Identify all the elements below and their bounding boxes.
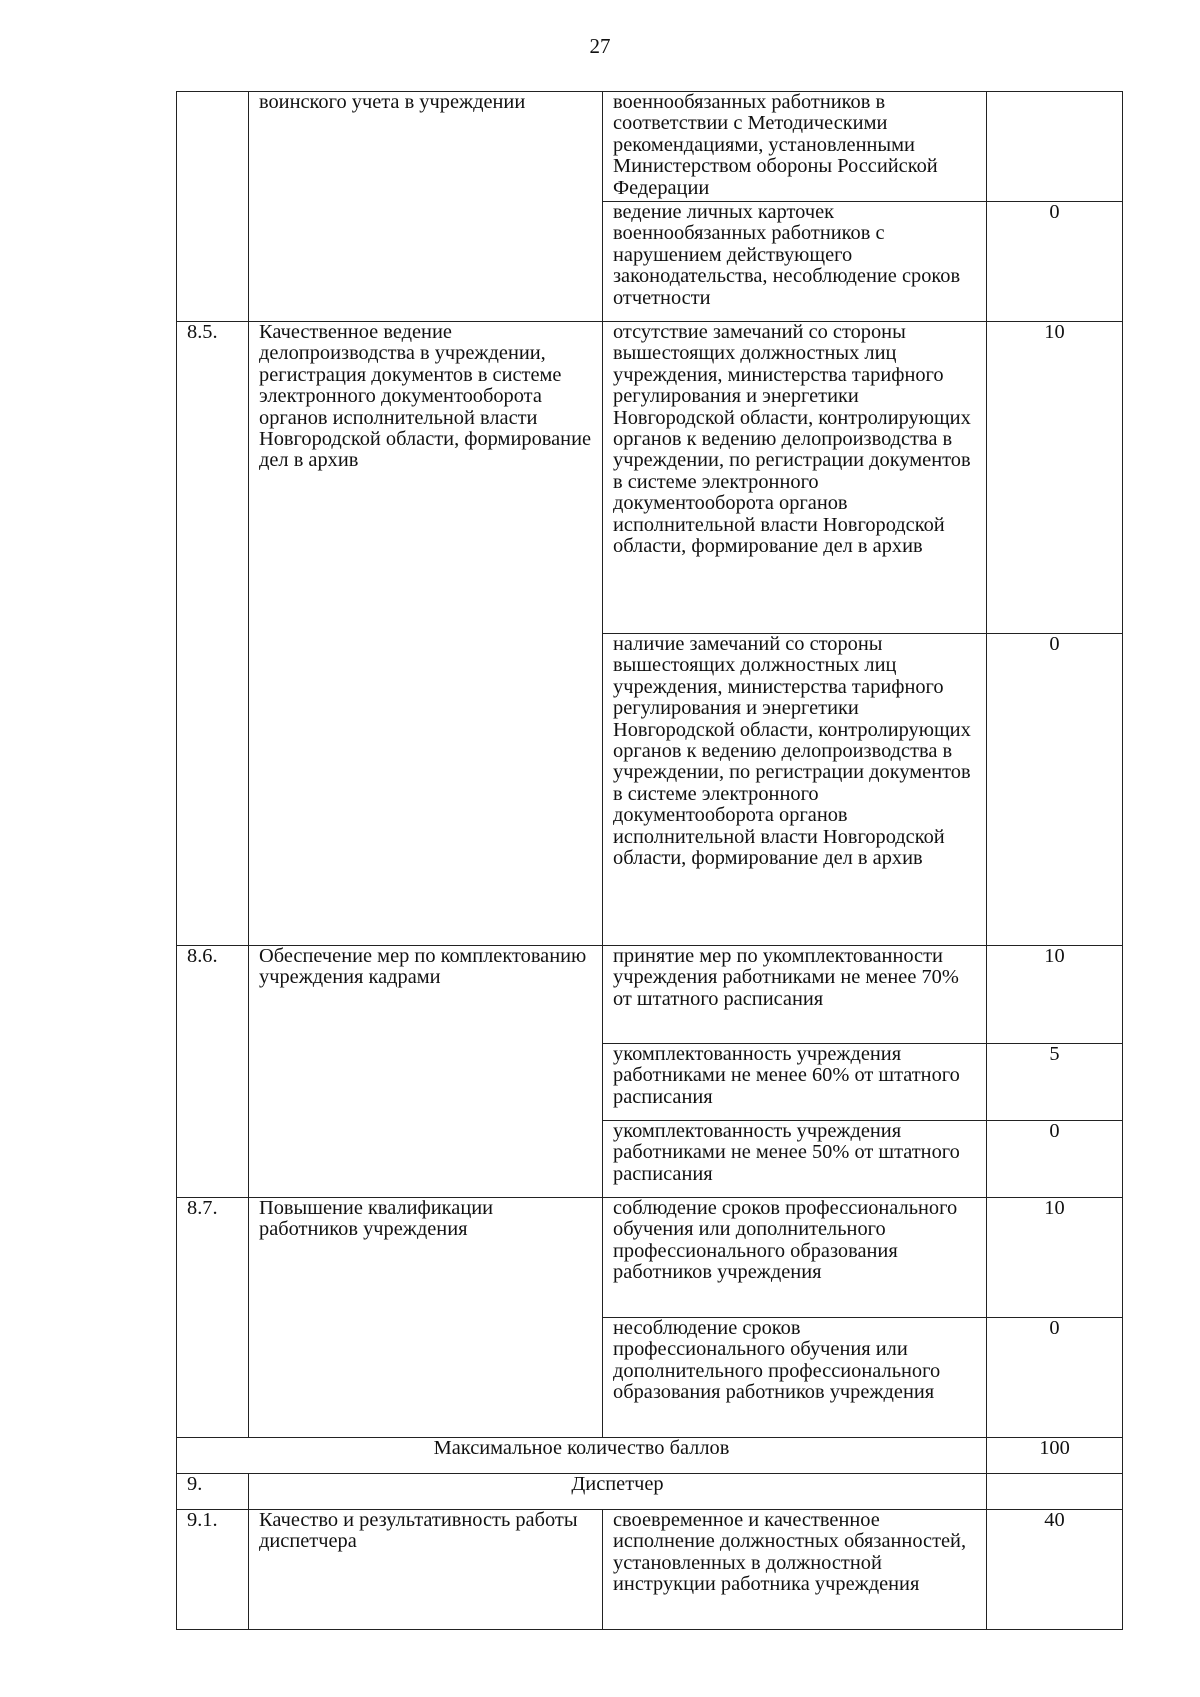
max-points-label: Максимальное количество баллов (177, 1438, 987, 1474)
max-points-row (177, 1438, 1123, 1474)
criterion-number: 8.7. (177, 1198, 249, 1438)
criterion-name: Качество и результативность работы диспетчера (249, 1510, 603, 1630)
points-value: 40 (987, 1510, 1123, 1630)
section-number: 9. (177, 1474, 249, 1510)
max-points-value: 100 (987, 1438, 1123, 1474)
points-value: 10 (987, 322, 1123, 634)
points-value: 0 (987, 1121, 1123, 1198)
condition-text: наличие замечаний со стороны вышестоящих должностных лиц учреждения, министерства тарифного регулирования и энергетики Новгородской области, контролирующих органов к ведению делопроизводства в учреждении, по регистрации документов в системе электронного документооборота органов исполнительной власти Новгородской области, формирование дел в архив (603, 634, 987, 946)
section-row (177, 1474, 1123, 1510)
section-empty-cell (987, 1474, 1123, 1510)
points-value: 0 (987, 1318, 1123, 1438)
points-value: 0 (987, 634, 1123, 946)
condition-text: укомплектованность учреждения работниками не менее 60% от штатного расписания (603, 1044, 987, 1121)
points-value: 0 (987, 202, 1123, 322)
table-row (177, 946, 1123, 1044)
criterion-name: воинского учета в учреждении (249, 92, 603, 322)
condition-text: отсутствие замечаний со стороны вышестоящих должностных лиц учреждения, министерства тарифного регулирования и энергетики Новгородской области, контролирующих органов к ведению делопроизводства в учреждении, по регистрации документов в системе электронного документооборота органов исполнительной власти Новгородской области, формирование дел в архив (603, 322, 987, 634)
condition-text: соблюдение сроков профессионального обучения или дополнительного профессионального образования работников учреждения (603, 1198, 987, 1318)
condition-text: военнообязанных работников в соответствии с Методическими рекомендациями, установленными Министерством обороны Российской Федерации (603, 92, 987, 202)
criteria-table (176, 91, 1123, 1630)
points-value: 5 (987, 1044, 1123, 1121)
points-value (987, 92, 1123, 202)
criterion-number (177, 92, 249, 322)
condition-text: принятие мер по укомплектованности учреждения работниками не менее 70% от штатного расписания (603, 946, 987, 1044)
criterion-number: 8.6. (177, 946, 249, 1198)
points-value: 10 (987, 946, 1123, 1044)
condition-text: несоблюдение сроков профессионального обучения или дополнительного профессионального образования работников учреждения (603, 1318, 987, 1438)
criterion-name: Повышение квалификации работников учреждения (249, 1198, 603, 1438)
section-title: Диспетчер (249, 1474, 987, 1510)
table-row (177, 92, 1123, 202)
condition-text: своевременное и качественное исполнение должностных обязанностей, установленных в должностной инструкции работника учреждения (603, 1510, 987, 1630)
table-row (177, 1198, 1123, 1318)
table-row (177, 1510, 1123, 1630)
criterion-name: Обеспечение мер по комплектованию учреждения кадрами (249, 946, 603, 1198)
table-row (177, 322, 1123, 634)
criterion-number: 8.5. (177, 322, 249, 946)
condition-text: ведение личных карточек военнообязанных работников с нарушением действующего законодательства, несоблюдение сроков отчетности (603, 202, 987, 322)
condition-text: укомплектованность учреждения работниками не менее 50% от штатного расписания (603, 1121, 987, 1198)
criterion-number: 9.1. (177, 1510, 249, 1630)
page-number: 27 (589, 34, 611, 58)
points-value: 10 (987, 1198, 1123, 1318)
criterion-name: Качественное ведение делопроизводства в учреждении, регистрация документов в системе электронного документооборота органов исполнительной власти Новгородской области, формирование дел в архив (249, 322, 603, 946)
